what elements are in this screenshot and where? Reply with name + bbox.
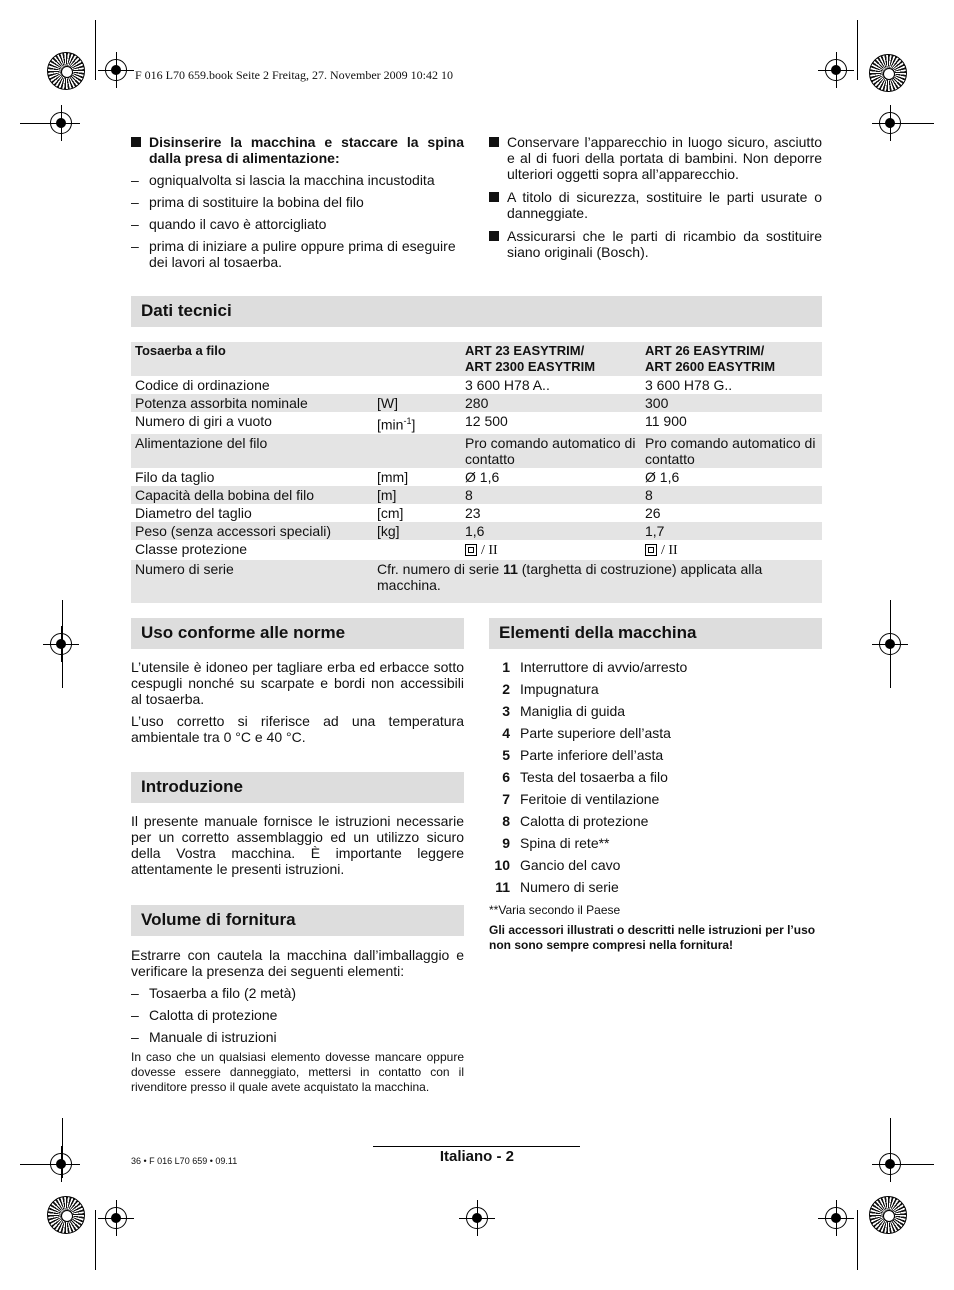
table-row: Alimentazione del filo Pro comando automatico di contatto Pro comando automatico di contatto — [131, 434, 822, 468]
crop-mark — [890, 1118, 891, 1178]
registration-wheel-bottom-right — [869, 1196, 907, 1234]
list-item: Manuale di istruzioni — [149, 1029, 277, 1045]
crosshair-icon — [50, 633, 72, 655]
registration-wheel-top-right — [869, 54, 907, 92]
crop-mark — [95, 20, 96, 80]
crop-mark — [62, 600, 63, 688]
crop-mark — [857, 20, 858, 80]
paragraph: Il presente manuale fornisce le istruzioni necessarie per un corretto assemblaggio ed un utilizzo sicuro della Vostra macchina. È importante leggere attentamente le presenti istruzioni. — [131, 813, 464, 877]
crop-mark — [20, 123, 80, 124]
list-item: A titolo di sicurezza, sostituire le parti usurate o danneggiate. — [507, 189, 822, 221]
registration-wheel-top-left — [47, 52, 85, 90]
section-elementi — [489, 618, 822, 953]
table-row: Filo da taglio [mm] Ø 1,6 Ø 1,6 — [135, 468, 680, 485]
paragraph: L’uso corretto si riferisce ad una temperatura ambientale tra 0 °C e 40 °C. — [131, 713, 464, 745]
crosshair-icon — [105, 1207, 127, 1229]
footnote: **Varia secondo il Paese — [489, 903, 621, 917]
table-row: Diametro del taglio [cm] 23 26 — [135, 504, 661, 521]
crosshair-icon — [825, 1207, 847, 1229]
list-item: prima di sostituire la bobina del filo — [149, 194, 364, 210]
list-item: 9 Spina di rete** — [502, 835, 610, 851]
table-row: Capacità della bobina del filo [m] 8 8 — [131, 486, 822, 504]
table-header-cell: ART 23 EASYTRIM/ ART 2300 EASYTRIM — [461, 342, 641, 376]
table-row: Codice di ordinazione 3 600 H78 A.. 3 600 H78 G.. — [135, 377, 733, 393]
list-item: Calotta di protezione — [149, 1007, 278, 1023]
crop-mark — [20, 1164, 80, 1165]
crosshair-icon — [825, 59, 847, 81]
tech-data-table — [131, 342, 822, 603]
list-item: quando il cavo è attorcigliato — [149, 216, 327, 232]
list-item: ogniqualvolta si lascia la macchina incustodita — [149, 172, 435, 188]
crop-mark — [95, 1210, 96, 1270]
list-item: 3 Maniglia di guida — [502, 703, 626, 719]
paragraph: L’utensile è idoneo per tagliare erba ed erbacce sotto cespugli nonché su scarpate e bordi non accessibili al tosaerba. — [131, 659, 464, 707]
crop-mark — [874, 123, 934, 124]
list-item: 7 Feritoie di ventilazione — [502, 791, 660, 807]
protection-class-icon — [645, 544, 657, 556]
section-intro — [131, 772, 464, 877]
table-row: Numero di serie Cfr. numero di serie 11 (targhetta di costruzione) applicata alla macchina. — [131, 560, 822, 603]
registration-wheel-bottom-left — [47, 1196, 85, 1234]
table-row: Classe protezione / II / II — [135, 540, 678, 558]
section-uso — [131, 618, 464, 745]
list-item: Conservare l’apparecchio in luogo sicuro, asciutto e al di fuori della portata di bambini. Non deporre ulteriori oggetti sopra all’apparecchio. — [507, 134, 822, 182]
list-item: 6 Testa del tosaerba a filo — [502, 769, 668, 785]
section-title-elementi: Elementi della macchina — [489, 618, 822, 649]
section-volume: Volume di fornitura Estrarre con cautela la macchina dall’imballaggio e verificare la presenza dei seguenti elementi: – Tosaerba a filo (2 metà) – Calotta di protezione – Manuale di istruzioni In caso che un qualsiasi elemento dovesse mancare oppure dovesse essere danneggiato, mettersi in contatto con il rivenditore presso il quale avete acquistato la macchina. — [131, 905, 464, 1095]
table-row: Numero di giri a vuoto $[\min^{-1}]$ 12 500 11 900 — [135, 413, 687, 433]
crosshair-icon — [466, 1207, 488, 1229]
crop-mark — [62, 1118, 63, 1178]
section-title-intro: Introduzione — [131, 772, 464, 803]
table-header-row — [131, 342, 822, 376]
section-title-dati-tecnici: Dati tecnici — [131, 296, 822, 327]
section-title-volume: Volume di fornitura — [131, 905, 464, 936]
paragraph: Estrarre con cautela la macchina dall’imballaggio e verificare la presenza dei seguenti elementi: — [131, 947, 464, 979]
page-number: Italiano - 2 — [439, 1148, 514, 1165]
list-item: 8 Calotta di protezione — [502, 813, 649, 829]
list-item: 10 Gancio del cavo — [494, 857, 621, 873]
crosshair-icon — [105, 59, 127, 81]
table-row: Peso (senza accessori speciali) [kg] 1,6 1,7 — [131, 522, 822, 540]
footer-code: 36 • F 016 L70 659 • 09.11 — [131, 1156, 238, 1166]
safety-heading: Disinserire la macchina e staccare la spina dalla presa di alimentazione: — [149, 134, 464, 166]
table-header-cell: ART 26 EASYTRIM/ ART 2600 EASYTRIM — [641, 342, 822, 376]
safety-right — [489, 134, 822, 260]
table-header-cell: Tosaerba a filo — [131, 342, 373, 376]
safety-left: Disinserire la macchina e staccare la spina dalla presa di alimentazione: – ogniqualvolta si lascia la macchina incustodita – prima di sostituire la bobina del filo – quando il cavo è attorcigliato – prima di iniziare a pulire oppure prima di eseguire dei lavori al tosaerba. — [131, 134, 464, 270]
protection-class-icon — [465, 544, 477, 556]
list-item: prima di iniziare a pulire oppure prima di eseguire dei lavori al tosaerba. — [149, 238, 456, 270]
list-item: Tosaerba a filo (2 metà) — [149, 985, 297, 1001]
list-item: 1 Interruttore di avvio/arresto — [502, 659, 688, 675]
note: Gli accessori illustrati o descritti nelle istruzioni per l’uso non sono sempre compresi nella fornitura! — [489, 923, 816, 952]
list-item: 11 Numero di serie — [495, 879, 619, 895]
crop-mark — [890, 600, 891, 688]
footer-rule — [373, 1146, 580, 1147]
crop-mark — [874, 1164, 934, 1165]
crop-mark — [857, 1210, 858, 1270]
table-row: Potenza assorbita nominale [W] 280 300 — [131, 394, 822, 412]
section-title-uso: Uso conforme alle norme — [131, 618, 464, 649]
note: In caso che un qualsiasi elemento dovesse mancare oppure dovesse essere danneggiato, mettersi in contatto con il rivenditore presso il quale avete acquistato la macchina. — [131, 1050, 464, 1094]
list-item: Assicurarsi che le parti di ricambio da sostituire siano originali (Bosch). — [507, 228, 822, 260]
print-header: F 016 L70 659.book Seite 2 Freitag, 27. November 2009 10:42 10 — [135, 68, 453, 82]
list-item: 4 Parte superiore dell’asta — [502, 725, 671, 741]
list-item: 5 Parte inferiore dell’asta — [502, 747, 664, 763]
list-item: 2 Impugnatura — [502, 681, 599, 697]
